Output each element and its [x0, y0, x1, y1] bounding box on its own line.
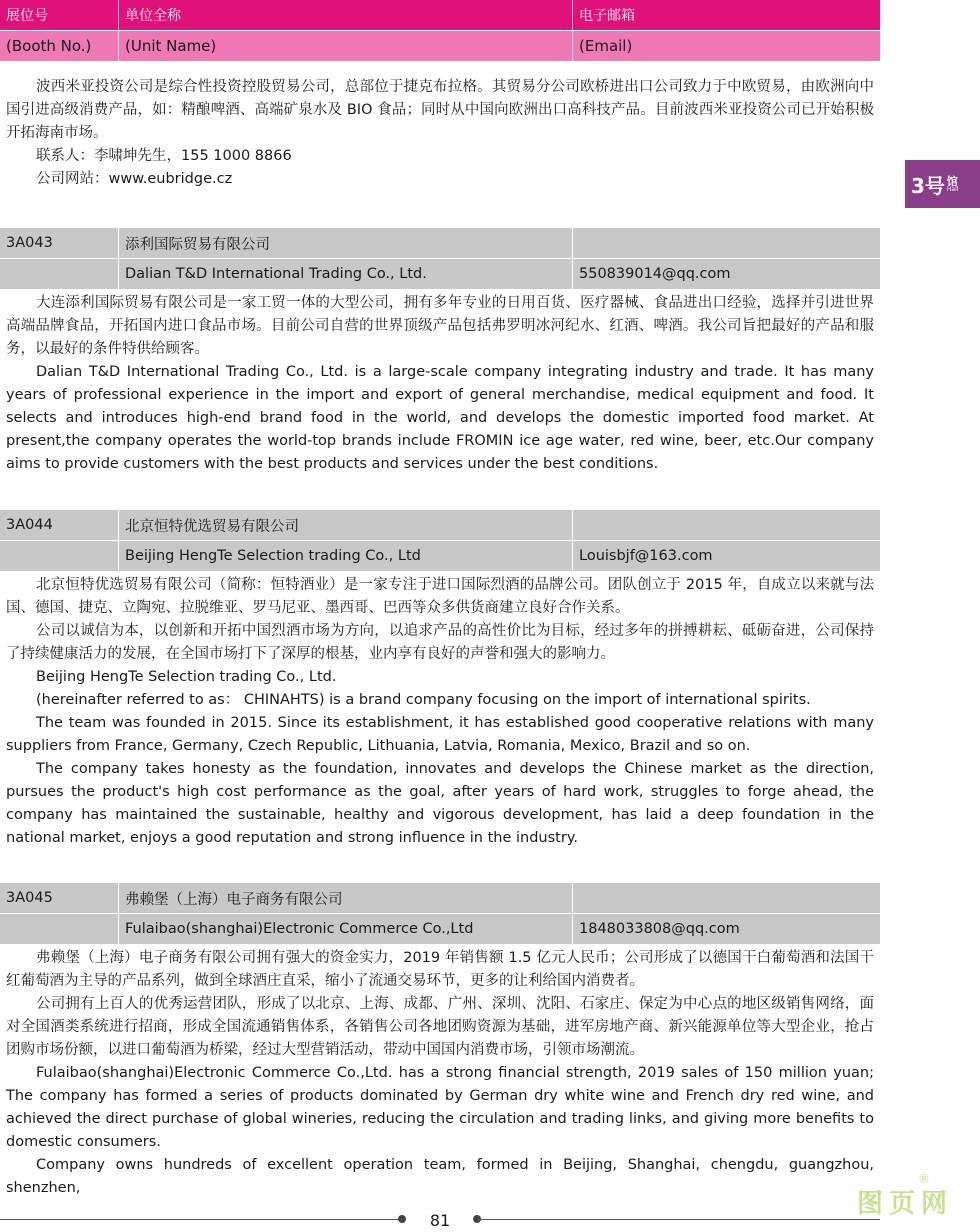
- empty-cell: [0, 259, 118, 289]
- header-email-en: (Email): [572, 31, 880, 61]
- exhibitor-description: [6, 292, 874, 476]
- unit-name-zh: 添利国际贸易有限公司: [118, 228, 572, 258]
- empty-cell: [572, 228, 880, 258]
- empty-cell: [0, 914, 118, 944]
- header-email-zh: 电子邮箱: [572, 0, 880, 30]
- description-paragraph: 公司拥有上百人的优秀运营团队，形成了以北京、上海、成都、广州、深圳、沈阳、石家庄、保定为中心点的地区级销售网络，面对全国酒类系统进行招商，形成全国流通销售体系，各销售公司各地团购资源为基础，进军房地产商、新兴能源单位等大型企业，抢占团购市场份额，以进口葡萄酒为桥梁，经过大型营销活动，带动中国国内消费市场，引领市场潮流。: [6, 996, 874, 1058]
- booth-number: 3A043: [6, 235, 53, 251]
- description-paragraph: Company owns hundreds of excellent operation team, formed in Beijing, Shanghai, chengdu, guangzhou, shenzhen,: [6, 1157, 874, 1196]
- exhibitor-row-en: [0, 259, 880, 289]
- unit-name-en: Fulaibao(shanghai)Electronic Commerce Co.,Ltd: [118, 914, 572, 944]
- description-paragraph: Fulaibao(shanghai)Electronic Commerce Co.,Ltd. has a strong financial strength, 2019 sales of 150 million yuan; The company has formed a series of products dominated by German dry white wine and French dry red wine, and achieved the direct purchase of global wineries, reducing the circulation and trading links, and giving more benefits to domestic consumers.: [6, 1065, 874, 1150]
- exhibitor-row-zh: [0, 883, 880, 913]
- unit-name-zh: 北京恒特优选贸易有限公司: [118, 510, 572, 540]
- table-header-en: [0, 31, 880, 61]
- footer-rule-right: [478, 1219, 880, 1220]
- watermark-logo: 图页网: [857, 1189, 954, 1219]
- unit-name-zh: 弗赖堡（上海）电子商务有限公司: [118, 883, 572, 913]
- exhibitor-row-zh: [0, 228, 880, 258]
- footer-dot-left: [398, 1215, 406, 1223]
- intro-website: 公司网站：www.eubridge.cz: [36, 171, 233, 187]
- empty-cell: [0, 541, 118, 571]
- description-paragraph: 大连添利国际贸易有限公司是一家工贸一体的大型公司，拥有多年专业的日用百货、医疗器械、食品进出口经验，选择并引进世界高端品牌食品，开拓国内进口食品市场。目前公司自营的世界顶级产品包括弗罗明冰河纪水、红酒、啤酒。我公司旨把最好的产品和服务，以最好的条件特供给顾客。: [6, 295, 874, 357]
- exhibitor-row-zh: [0, 510, 880, 540]
- unit-name-en: Dalian T&D International Trading Co., Ltd.: [118, 259, 572, 289]
- intro-paragraph: 波西米亚投资公司是综合性投资控股贸易公司，总部位于捷克布拉格。其贸易分公司欧桥进出口公司致力于中欧贸易，由欧洲向中国引进高级消费产品，如：精酿啤酒、高端矿泉水及 BIO 食品；同时从中国向欧洲出口高科技产品。目前波西米亚投资公司已开始积极开拓海南市场。: [6, 79, 874, 141]
- table-header-zh: [0, 0, 880, 30]
- description-paragraph: 北京恒特优选贸易有限公司（简称：恒特酒业）是一家专注于进口国际烈酒的品牌公司。团队创立于 2015 年，自成立以来就与法国、德国、捷克、立陶宛、拉脱维亚、罗马尼亚、墨西哥、巴西等众多供货商建立良好合作关系。: [6, 577, 874, 616]
- footer-rule-left: [0, 1219, 400, 1220]
- empty-cell: [572, 883, 880, 913]
- hall-tab: [905, 160, 980, 208]
- header-booth-en: (Booth No.): [6, 37, 92, 55]
- hall-number: 3号: [911, 173, 945, 198]
- exhibitor-description: [6, 947, 874, 1200]
- email-address: 1848033808@qq.com: [572, 914, 880, 944]
- exhibitor-row-en: [0, 914, 880, 944]
- description-paragraph: Dalian T&D International Trading Co., Ltd. is a large-scale company integrating industry and trade. It has many years of professional experience in the import and export of general merchandise, medical equipment and food. It selects and introduces high-end brand food in the world, and develops the domestic imported food market. At present,the company operates the world-top brands include FROMIN ice age water, red wine, beer, etc.Our company aims to provide customers with the best products and services under the best conditions.: [6, 364, 874, 472]
- intro-description: [6, 76, 874, 191]
- intro-contact: 联系人：李啸坤先生，155 1000 8866: [36, 148, 292, 164]
- description-paragraph: Beijing HengTe Selection trading Co., Ltd.: [36, 669, 337, 685]
- description-paragraph: 公司以诚信为本，以创新和开拓中国烈酒市场为方向，以追求产品的高性价比为目标，经过多年的拼搏耕耘、砥砺奋进，公司保持了持续健康活力的发展，在全国市场打下了深厚的根基，业内享有良好的声誉和强大的影响力。: [6, 623, 874, 662]
- description-paragraph: The company takes honesty as the foundation, innovates and develops the Chinese market as the direction, pursues the product's high cost performance as the goal, after years of hard work, struggles to forge ahead, the company has maintained the sustainable, healthy and vigorous development, has laid a deep foundation in the national market, enjoys a good reputation and strong influence in the industry.: [6, 761, 874, 846]
- unit-name-en: Beijing HengTe Selection trading Co., Ltd: [118, 541, 572, 571]
- booth-number: 3A044: [6, 517, 53, 533]
- email-address: Louisbjf@163.com: [572, 541, 880, 571]
- page-number: 81: [429, 1211, 451, 1230]
- booth-number: 3A045: [6, 890, 53, 906]
- hall-label-zh: 馆: [946, 174, 958, 188]
- empty-cell: [572, 510, 880, 540]
- header-unit-en: (Unit Name): [118, 31, 572, 61]
- description-paragraph: 弗赖堡（上海）电子商务有限公司拥有强大的资金实力，2019 年销售额 1.5 亿元人民币；公司形成了以德国干白葡萄酒和法国干红葡萄酒为主导的产品系列，做到全球酒庄直采，缩小了流通交易环节，更多的让利给国内消费者。: [6, 950, 874, 989]
- hall-label-en: Hall: [946, 185, 959, 193]
- header-booth-zh: 展位号: [6, 8, 48, 24]
- email-address: 550839014@qq.com: [572, 259, 880, 289]
- exhibitor-row-en: [0, 541, 880, 571]
- description-paragraph: (hereinafter referred to as： CHINAHTS) is a brand company focusing on the import of international spirits.: [36, 692, 811, 708]
- exhibitor-description: [6, 574, 874, 850]
- watermark-registered-mark: ®: [918, 1172, 930, 1186]
- header-unit-zh: 单位全称: [118, 0, 572, 30]
- description-paragraph: The team was founded in 2015. Since its establishment, it has established good cooperative relations with many suppliers from France, Germany, Czech Republic, Lithuania, Latvia, Romania, Mexico, Brazil and so on.: [6, 715, 874, 754]
